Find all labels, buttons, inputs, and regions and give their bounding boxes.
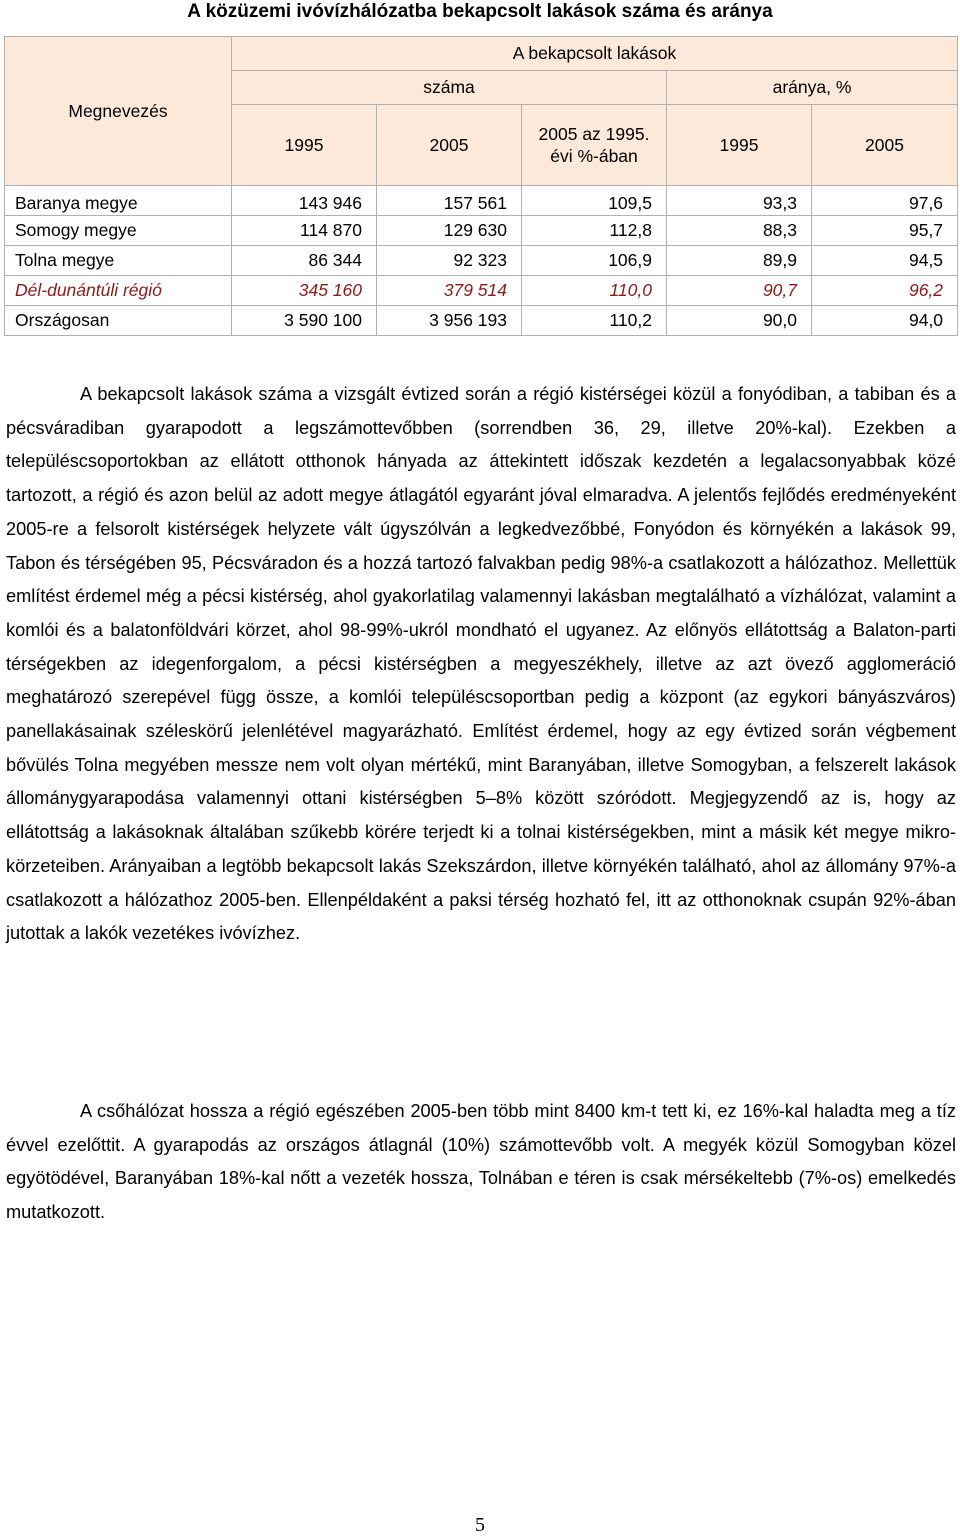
cell-count-1995: 86 344 xyxy=(232,246,377,276)
row-name: Somogy megye xyxy=(5,216,232,246)
header-count-2005: 2005 xyxy=(377,105,522,186)
cell-ratio-1995: 90,7 xyxy=(667,276,812,306)
cell-index: 106,9 xyxy=(522,246,667,276)
row-name: Baranya megye xyxy=(5,186,232,216)
table-row xyxy=(5,186,958,216)
cell-ratio-1995: 93,3 xyxy=(667,186,812,216)
cell-ratio-1995: 90,0 xyxy=(667,306,812,336)
header-row-1 xyxy=(5,37,958,71)
cell-index: 110,0 xyxy=(522,276,667,306)
page-number: 5 xyxy=(475,1514,485,1536)
row-name: Országosan xyxy=(5,306,232,336)
cell-ratio-2005: 94,0 xyxy=(812,306,958,336)
cell-count-1995: 114 870 xyxy=(232,216,377,246)
cell-count-2005: 3 956 193 xyxy=(377,306,522,336)
table-row xyxy=(5,246,958,276)
cell-ratio-2005: 97,6 xyxy=(812,186,958,216)
cell-count-2005: 157 561 xyxy=(377,186,522,216)
header-name-col: Megnevezés xyxy=(5,37,232,186)
cell-count-2005: 92 323 xyxy=(377,246,522,276)
row-name: Tolna megye xyxy=(5,246,232,276)
table-row xyxy=(5,306,958,336)
table-row-region xyxy=(5,276,958,306)
body-paragraph: A csőhálózat hossza a régió egészében 2005-ben több mint 8400 km-t tett ki, ez 16%-kal haladta meg a tíz évvel ezelőttit. A gyarapodás az országos átlagnál (10%) számottevőbb volt. A megyék közül Somogyban közel egyötödével, Baranyában 18%-kal nőtt a vezeték hossza, Tolnában e téren is csak mérsékeltebb (7%-os) emelkedés mutatkozott. xyxy=(6,1101,956,1223)
cell-ratio-2005: 96,2 xyxy=(812,276,958,306)
header-group: A bekapcsolt lakások xyxy=(232,37,958,71)
header-ratio-1995: 1995 xyxy=(667,105,812,186)
cell-count-2005: 129 630 xyxy=(377,216,522,246)
cell-ratio-2005: 94,5 xyxy=(812,246,958,276)
cell-index: 110,2 xyxy=(522,306,667,336)
cell-ratio-1995: 89,9 xyxy=(667,246,812,276)
data-table xyxy=(4,36,958,336)
cell-index: 109,5 xyxy=(522,186,667,216)
header-ratio-2005: 2005 xyxy=(812,105,958,186)
header-count-index: 2005 az 1995. évi %-ában xyxy=(522,105,667,186)
cell-ratio-1995: 88,3 xyxy=(667,216,812,246)
table-title: A közüzemi ivóvízhálózatba bekapcsolt lakások száma és aránya xyxy=(187,1,773,22)
row-name: Dél-dunántúli régió xyxy=(5,276,232,306)
cell-count-2005: 379 514 xyxy=(377,276,522,306)
cell-count-1995: 345 160 xyxy=(232,276,377,306)
header-count-1995: 1995 xyxy=(232,105,377,186)
body-paragraph: A bekapcsolt lakások száma a vizsgált évtized során a régió kistérségei közül a fonyódiban, a tabiban és a pécsváradiban gyarapodott a legszámottevőbben (sorrendben 36, 29, illetve 20%-kal). Ezekben a településcsoportokban az ellátott otthonok hányada az áttekintett időszak kezdetén a legalacsonyabbak közé tartozott, a régió és azon belül az adott megye átlagától egyaránt jóval elmaradva. A jelentős fejlődés eredményeként 2005-re a felsorolt kistérségek helyzete vált úgyszólván a legkedvezőbbé, Fonyódon és környékén a lakások 99, Tabon és térségében 95, Pécsváradon és a hozzá tartozó falvakban pedig 98%-a csatlakozott a hálózathoz. Mellettük említést érdemel még a pécsi kistérség, ahol gyakorlatilag valamennyi lakásban megtalálható a vízhálózat, valamint a komlói és a balatonföldvári körzet, ahol 98-99%-ukról mondható el ugyanez. Az előnyös ellátottság a Balaton-parti térségekben az idegenforgalom, a pécsi kistérségben a megyeszékhely, illetve az azt övező agglomeráció meghatározó szerepével függ össze, a komlói településcsoportban pedig a központ (az egykori bányászváros) panellakásainak széleskörű jelenlétével magyarázható. Említést érdemel, hogy az egy évtized során végbement bővülés Tolna megyében messze nem volt olyan mértékű, mint Baranyában, illetve Somogyban, a felszerelt lakások állománygyarapodása valamennyi ottani kistérségben 5–8% között szóródott. Megjegyzendő az is, hogy az ellátottság a lakásoknak általában szűkebb körére terjedt ki a tolnai kistérségekben, mint a másik két megye mikro-körzeteiben. Arányaiban a legtöbb bekapcsolt lakás Szekszárdon, illetve környékén található, ahol az állomány 97%-a csatlakozott a hálózathoz 2005-ben. Ellenpéldaként a paksi térség hozható fel, itt az otthonoknak csupán 92%-ában jutottak a lakók vezetékes ivóvízhez. xyxy=(6,384,956,944)
cell-ratio-2005: 95,7 xyxy=(812,216,958,246)
cell-index: 112,8 xyxy=(522,216,667,246)
cell-count-1995: 3 590 100 xyxy=(232,306,377,336)
header-ratio-group: aránya, % xyxy=(667,71,958,105)
header-count-group: száma xyxy=(232,71,667,105)
table-row xyxy=(5,216,958,246)
cell-count-1995: 143 946 xyxy=(232,186,377,216)
